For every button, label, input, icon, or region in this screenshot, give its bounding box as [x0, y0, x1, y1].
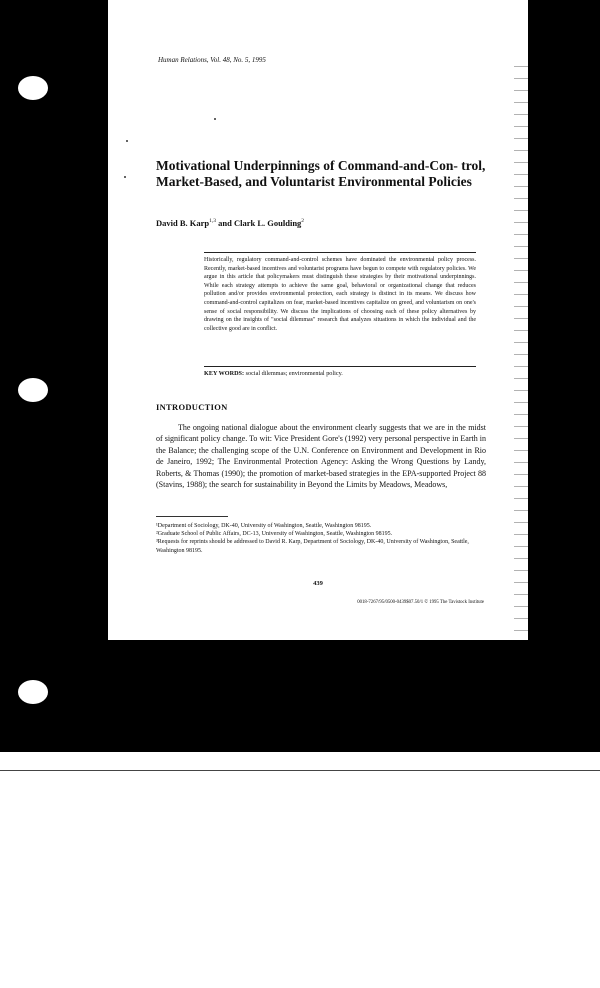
footnote-rule [156, 516, 228, 517]
keywords-value: social dilemmas; environmental policy. [245, 370, 343, 377]
section-heading-introduction: INTRODUCTION [156, 402, 228, 412]
scan-separator-line [0, 770, 600, 771]
abstract-bottom-rule [204, 366, 476, 367]
doi-line: 0018-7267/95/0500-0439$07.50/1 © 1995 The Tavistock Institute [357, 600, 484, 605]
punch-hole-middle [18, 378, 48, 402]
footnote-3: ³Requests for reprints should be addressed to David R. Karp, Department of Sociology, DK-40, University of Washington, Seattle, Washington 98195. [156, 539, 469, 554]
running-head: Human Relations, Vol. 48, No. 5, 1995 [158, 56, 266, 64]
document-page [108, 0, 528, 640]
scan-speck [124, 176, 126, 178]
footnote-1: ¹Department of Sociology, DK-40, University of Washington, Seattle, Washington 98195. [156, 523, 372, 529]
author-1: David B. Karp [156, 218, 210, 228]
article-title: Motivational Underpinnings of Command-and-Con- trol, Market-Based, and Voluntarist Environmental Policies [156, 158, 486, 189]
introduction-paragraph: The ongoing national dialogue about the environment clearly suggests that we are in the midst of significant policy change. To wit: Vice President Gore's (1992) very personal perspective in Earth in the Balance; the challenging scope of the U.N. Conference on Environment and Development in Rio de Janeiro, 1992; The Environmental Protection Agency: Asking the Wrong Questions by Landy, Roberts, & Thomas (1990); the promotion of market-based strategies in the EPA-supported Project 88 (Stavins, 1988); the search for sustainability in Beyond the Limits by Meadows, Meadows, [156, 423, 486, 490]
punch-hole-bottom [18, 680, 48, 704]
scan-edge-noise [514, 60, 528, 640]
keywords-line [204, 370, 476, 377]
punch-hole-top [18, 76, 48, 100]
author-conjunction: and [218, 218, 232, 228]
abstract-text: Historically, regulatory command-and-control schemes have dominated the environmental policy process. Recently, market-based incentives and voluntarist programs have begun to compete with regulatory policies. We argue in this article that policymakers must distinguish these strategies by their motivational underpinnings. While each strategy attempts to achieve the same goal, behavioral or organizational change that reduces pollution and/or provides environmental protection, each strategy is distinct in its means. We discuss how command-and-control capitalizes on fear, market-based incentives capitalize on greed, and voluntarism on one's sense of social responsibility. We discuss the implications of choosing each of these policy alternatives by drawing on the insights of "social dilemmas" research that analyzes situations in which the individual and the collective good are in conflict. [204, 257, 476, 332]
author-2: Clark L. Goulding [233, 218, 302, 228]
author-line [156, 218, 304, 228]
abstract-top-rule [204, 252, 476, 253]
author-1-superscript: 1,3 [209, 218, 217, 225]
scan-speck [126, 140, 128, 142]
footnote-2: ²Graduate School of Public Affairs, DC-13, University of Washington, Seattle, Washington 98195. [156, 531, 393, 538]
footnotes [156, 522, 486, 555]
page-number: 439 [313, 580, 323, 587]
author-2-superscript: 2 [301, 218, 305, 225]
scan-speck [214, 118, 216, 120]
keywords-label: KEY WORDS: [204, 370, 245, 377]
